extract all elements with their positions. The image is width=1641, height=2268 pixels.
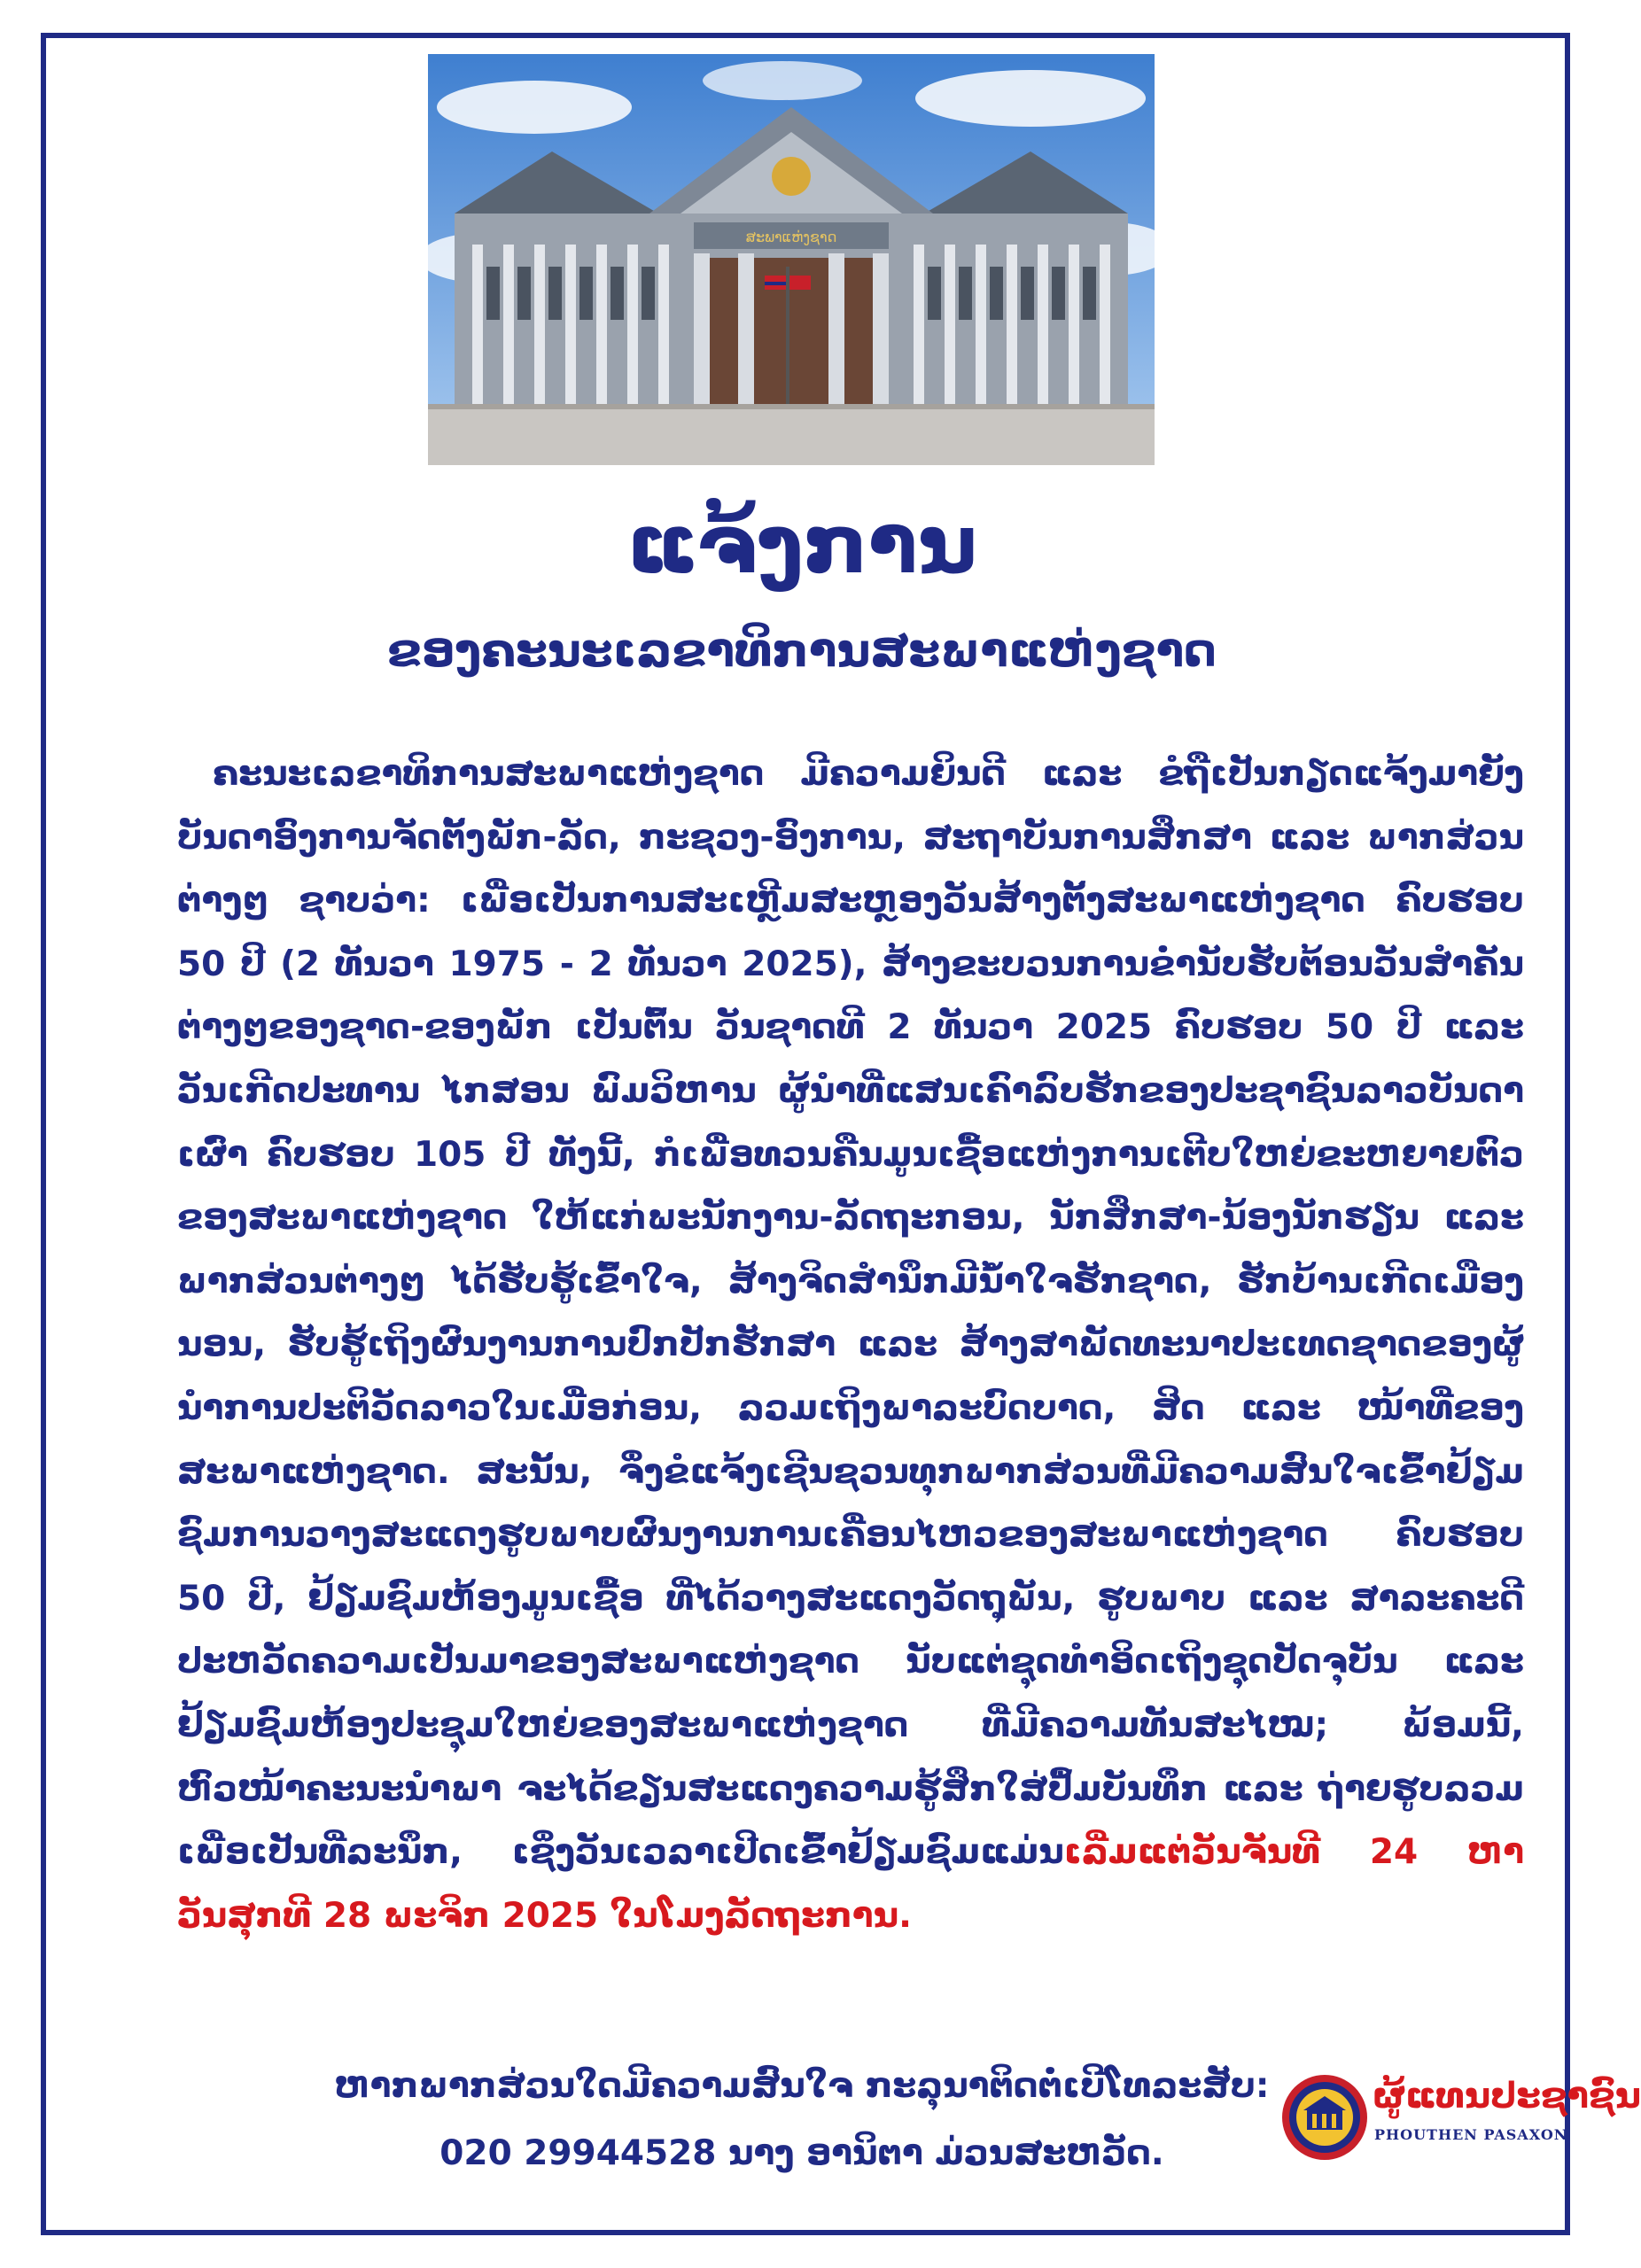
logo-latin-name: PHOUTHEN PASAXON <box>1374 2126 1568 2143</box>
page-title: ແຈ້ງການ <box>626 497 977 592</box>
body-highlight-dates: ເລີ່ມແຕ່ວັນຈັນທີ 24 ຫາ ວັນສຸກທີ 28 ພະຈິກ 2025 ໃນໂມງລັດຖະການ. <box>177 1832 1524 1936</box>
body-text: ຄະນະເລຂາທິການສະພາແຫ່ງຊາດ ມີຄວາມຍິນດີ ແລະ ຂໍຖືເປັນກຽດແຈ້ງມາຍັງບັນດາອົງການຈັດຕັ້ງພັກ-ລັດ, ກະຊວງ-ອົງການ, ສະຖາບັນການສຶກສາ ແລະ ພາກສ່ວນຕ່າງໆ ຊາບວ່າ: ເພື່ອເປັນການສະເຫຼີມສະຫຼອງວັນສ້າງຕັ້ງສະພາແຫ່ງຊາດ ຄົບຮອບ 50 ປີ (2 ທັນວາ 1975 - 2 ທັນວາ 2025), ສ້າງຂະບວນການຂໍ່ານັບຮັບຕ້ອນວັນສໍາຄັນຕ່າງໆຂອງຊາດ-ຂອງພັກ ເປັນຕົ້ນ ວັນຊາດທີ 2 ທັນວາ 2025 ຄົບຮອບ 50 ປີ ແລະ ວັນເກີດປະທານ ໄກສອນ ພົມວິຫານ ຜູ້ນໍາທີ່ແສນເຄົາລົບຮັກຂອງປະຊາຊົນລາວບັນດາເຜົ່າ ຄົບຮອບ 105 ປີ ທັງນີ້, ກໍເພື່ອທວນຄືນມູນເຊື້ອແຫ່ງການເຕີບໃຫຍ່ຂະຫຍາຍຕົວຂອງສະພາແຫ່ງຊາດ ໃຫ້ແກ່ພະນັກງານ-ລັດຖະກອນ, ນັກສຶກສາ-ນ້ອງນັກຮຽນ ແລະ ພາກສ່ວນຕ່າງໆ ໄດ້ຮັບຮູ້ເຂົ້າໃຈ, ສ້າງຈິດສໍານຶກມີນໍ້າໃຈຮັກຊາດ, ຮັກບ້ານເກີດເມືອງນອນ, ຮັບຮູ້ເຖິງຜົນງານການປົກປັກຮັກສາ ແລະ ສ້າງສາພັດທະນາປະເທດຊາດຂອງຜູ້ນໍາການປະຕິວັດລາວໃນເມື່ອກ່ອນ, ລວມເຖິງພາລະບົດບາດ, ສິດ ແລະ ໜ້າທີ່ຂອງສະພາແຫ່ງຊາດ. ສະນັ້ນ, ຈຶ່ງຂໍແຈ້ງເຊີນຊວນທຸກພາກສ່ວນທີ່ມີຄວາມສົນໃຈເຂົ້າຢ້ຽມຊົມການວາງສະແດງຮູບພາບຜົນງານການເຄື່ອນໄຫວຂອງສະພາແຫ່ງຊາດ ຄົບຮອບ 50 ປີ, ຢ້ຽມຊົມຫ້ອງມູນເຊື້ອ ທີ່ໄດ້ວາງສະແດງວັດຖຸພັນ, ຮູບພາບ ແລະ ສາລະຄະດີປະຫວັດຄວາມເປັນມາຂອງສະພາແຫ່ງຊາດ ນັບແຕ່ຊຸດທໍາອິດເຖິງຊຸດປັດຈຸບັນ ແລະ ຢ້ຽມຊົມຫ້ອງປະຊຸມໃຫຍ່ຂອງສະພາແຫ່ງຊາດ ທີ່ມີຄວາມທັນສະໄໝ; ພ້ອມນີ້, ຫົວໜ້າຄະນະນໍາພາ ຈະໄດ້ຂຽນສະແດງຄວາມຮູ້ສຶກໃສ່ປຶ້ມບັນທຶກ ແລະ ຖ່າຍຮູບລວມ ເພື່ອເປັນທີ່ລະນຶກ, ເຊິ່ງວັນເວລາເປີດເຂົ້າຢ້ຽມຊົມແມ່ນ <box>177 754 1524 1873</box>
announcement-body <box>177 742 1524 1947</box>
logo-name: ຜູ້ແທນປະຊາຊົນ <box>1373 2076 1641 2117</box>
national-assembly-photo <box>428 54 1155 465</box>
contact-details: 020 29944528 ນາງ ອານິຕາ ມ່ວນສະຫວັດ. <box>439 2133 1164 2173</box>
facade-sign: ສະພາແຫ່ງຊາດ <box>745 229 837 245</box>
assembly-emblem-icon <box>1280 2073 1369 2162</box>
page-subtitle: ຂອງຄະນະເລຂາທິການສະພາແຫ່ງຊາດ <box>387 625 1217 678</box>
contact-line: ຫາກພາກສ່ວນໃດມີຄວາມສົນໃຈ ກະລຸນາຕິດຕໍ່ເບີໂທລະສັບ: <box>334 2066 1270 2106</box>
phouthen-pasaxon-logo <box>1280 2071 1641 2171</box>
